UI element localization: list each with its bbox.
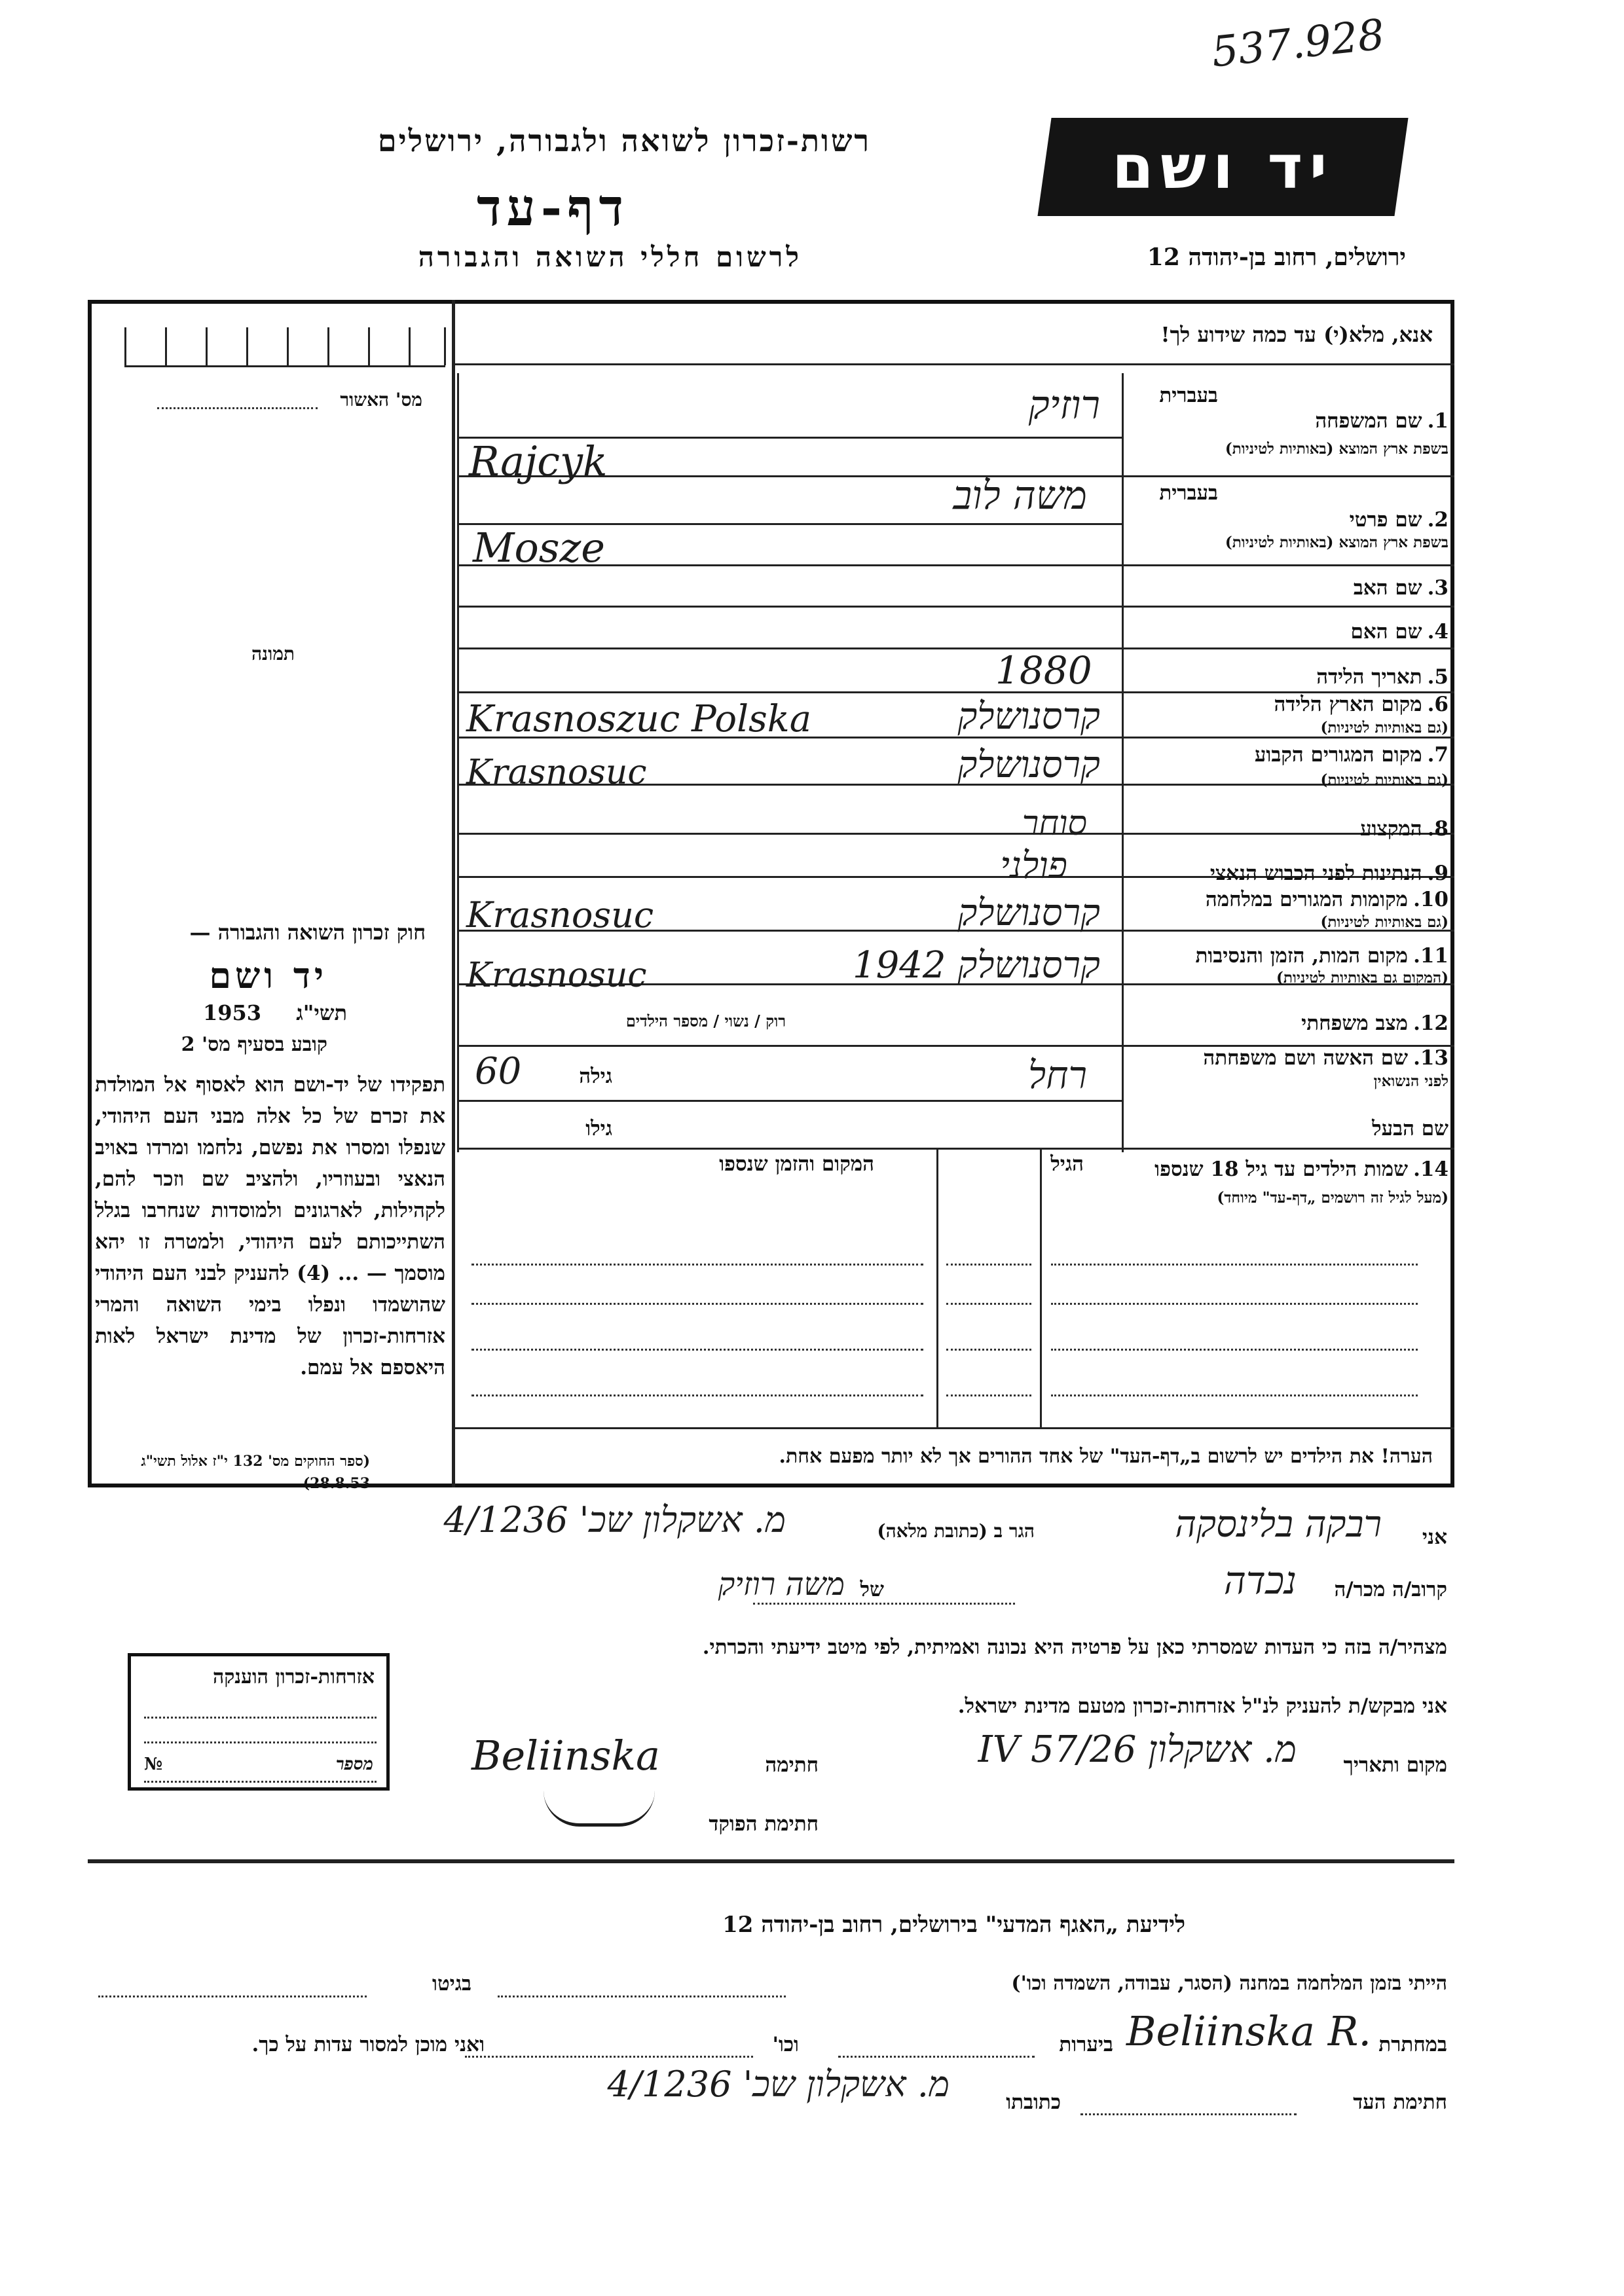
wife-name-value: רחל bbox=[1028, 1053, 1087, 1097]
form-title: דף-עד bbox=[477, 178, 629, 238]
bottom-notice: לידיעת „האגף המדעי" בירושלים, רחוב בן-יהודה 12 bbox=[722, 1912, 1185, 1938]
birth-date-label bbox=[1316, 665, 1449, 689]
authority-title: רשות-זכרון לשואה ולגבורה, ירושלים bbox=[377, 123, 871, 158]
etc-label: וכו' bbox=[772, 2033, 799, 2056]
archive-number: 537.928 bbox=[1209, 10, 1387, 77]
citizenship-box-number-label: מספר bbox=[335, 1755, 373, 1774]
official-signature-mark bbox=[544, 1791, 655, 1827]
law-year: 1953 bbox=[203, 1000, 262, 1025]
first-name-label bbox=[1350, 508, 1449, 532]
witness-signature: Beliinska bbox=[471, 1732, 661, 1779]
declaration-statement: מצהיר/ה בזה כי העדות שמסרתי כאן על פרטיה היא נכונה ואמיתית, לפי מיטב ידיעתי והכרתי. bbox=[702, 1635, 1447, 1659]
field-number-13: 13. bbox=[1413, 1046, 1449, 1070]
residence-hebrew-value: קרסנושלק bbox=[957, 744, 1100, 786]
husband-name-label: שם הבעל bbox=[1372, 1117, 1449, 1140]
children-col-1 bbox=[1040, 1148, 1042, 1427]
family-name-label bbox=[1315, 409, 1449, 433]
camp-line-label: הייתי בזמן המלחמה במחנה (הסגר, עבודה, השמדה וכו') bbox=[1011, 1972, 1447, 1995]
place-date-value: מ. אשקלון 26/IV 57 bbox=[978, 1728, 1297, 1771]
testimony-ready-label: ואני מוכן למסור עדות על כך. bbox=[251, 2033, 485, 2056]
declaration-request: אני מבקש/ת להעניק לנ"ל אזרחות-זכרון מטעם מדינת ישראל. bbox=[957, 1694, 1447, 1718]
marital-options: רוק / נשוי / מספר הילדים bbox=[625, 1011, 786, 1030]
wife-age-value: 60 bbox=[475, 1050, 522, 1093]
approval-number-label: מס' האשור bbox=[340, 389, 422, 410]
death-place-text: מקום המות, הזמן והנסיבות bbox=[1195, 944, 1409, 968]
marital-status-text: מצב משפחתי bbox=[1301, 1011, 1409, 1035]
birth-date-text: תאריך הלידה bbox=[1316, 665, 1422, 689]
field-number-12: 12. bbox=[1413, 1011, 1449, 1035]
witness-name-value: רבקה בלינסקה bbox=[1175, 1503, 1382, 1546]
children-col-2 bbox=[936, 1148, 938, 1427]
law-title: חוק זכרון השואה והגבורה — bbox=[189, 920, 426, 945]
address: ירושלים, רחוב בן-יהודה 12 bbox=[1147, 244, 1406, 271]
first-name-sublabel: בשפת ארץ המוצא (באותיות לטיניות) bbox=[1225, 534, 1449, 551]
field-number-6: 6. bbox=[1427, 693, 1449, 716]
children-text: שמות הילדים עד גיל 18 שנספו bbox=[1154, 1157, 1409, 1181]
occupation-value: סוחר bbox=[1022, 804, 1087, 843]
field-number-10: 10. bbox=[1413, 888, 1449, 911]
law-year-hebrew: תשי"ג bbox=[296, 1000, 347, 1025]
wife-name-sublabel: לפני הנשואין bbox=[1373, 1072, 1449, 1090]
wartime-residence-latin-value: Krasnosuc bbox=[466, 894, 654, 936]
fields-label-divider bbox=[1122, 373, 1124, 1152]
residence-text: מקום המגורים הקבוע bbox=[1254, 743, 1422, 767]
first-name-hebrew-value: משה לוב bbox=[953, 473, 1087, 519]
law-body: תפקידו של יד-ושם הוא לאסוף אל המולדת את זכרם של כל אלה מבני העם היהודי, שנפלו ומסרו את נפשם, נלחמו ומרדו באויב הנאצי ובעוזריו, ולהציב שם וזכר להם, לקהילות, לארגונים ולמוסדות שנחרבו בגלל השתייכותם לעם היהודי, ולמטרה זו יהא מוסמך — ... (4) להעניק לבני העם היהודי שהושמדו ונפלו בימי השואה והמרי אזרחות-זכרון של מדינת ישראל לאות היאספם אל עמם. bbox=[95, 1073, 445, 1379]
official-signature-label: חתימת הפוקד bbox=[709, 1812, 819, 1836]
residence-latin-value: Krasnosuc bbox=[466, 753, 647, 792]
marital-status-label bbox=[1301, 1011, 1449, 1035]
birth-place-sublabel: (גם באותיות לטיניות) bbox=[1320, 719, 1449, 737]
witness-address-label: כתובתו bbox=[1006, 2090, 1061, 2114]
father-name-text: שם האב bbox=[1353, 576, 1422, 600]
children-sublabel: (מעל לגיל זה רושמים „דף-עד" מיוחד) bbox=[1217, 1189, 1449, 1207]
children-label bbox=[1154, 1157, 1449, 1181]
form-subtitle: לרשום חללי השואה והגבורה bbox=[418, 241, 802, 273]
place-date-label: מקום ותאריך bbox=[1343, 1753, 1447, 1777]
wartime-residence-hebrew-value: קרסנושלק bbox=[957, 892, 1100, 934]
wartime-residence-label bbox=[1206, 888, 1449, 911]
citizenship-box-title: אזרחות-זכרון הוענקה bbox=[212, 1666, 375, 1688]
bottom-separator bbox=[88, 1859, 1454, 1863]
field-number-1: 1. bbox=[1427, 409, 1449, 433]
first-name-text: שם פרטי bbox=[1349, 508, 1422, 532]
law-gazette: (ספר החוקים מס' 132 י"ז אלול תשי"ג 28.8.53) bbox=[141, 1453, 370, 1492]
death-place-sublabel: (המקום גם באותיות לטיניות) bbox=[1276, 969, 1449, 987]
citizenship-text: הנתינות לפני הכבוש הנאצי bbox=[1209, 862, 1422, 885]
wartime-residence-sublabel: (גם באותיות לטיניות) bbox=[1320, 913, 1449, 931]
note-top-rule bbox=[452, 1427, 1454, 1429]
field-number-2: 2. bbox=[1427, 508, 1449, 532]
residence-label bbox=[1255, 743, 1449, 767]
birth-place-hebrew-value: קרסנושלק bbox=[957, 695, 1100, 738]
death-place-latin-value: Krasnosuc bbox=[466, 956, 647, 995]
wife-name-label bbox=[1203, 1046, 1449, 1070]
resides-label: הגר ב (כתובת מלאה) bbox=[877, 1520, 1035, 1542]
relation-label: קרוב/ה מכר/ה bbox=[1334, 1578, 1447, 1601]
citizenship-box bbox=[128, 1653, 390, 1791]
death-place-hebrew-value: קרסנושלק 1942 bbox=[853, 944, 1100, 987]
family-name-hebrew-value: רוזיק bbox=[1028, 382, 1100, 428]
witness-signature-label: חתימת העד bbox=[1353, 2090, 1447, 2114]
death-place-label bbox=[1195, 944, 1449, 968]
family-name-text: שם המשפחה bbox=[1315, 409, 1422, 433]
birth-place-latin-value: Krasnoszuc Polska bbox=[466, 698, 812, 740]
wife-name-text: שם האשה ושם משפחתה bbox=[1203, 1046, 1409, 1070]
bottom-address-value: מ. אשקלון שכ' 4/1236 bbox=[607, 2064, 950, 2105]
field-number-4: 4. bbox=[1427, 620, 1449, 644]
underground-label: במחתרת bbox=[1378, 2033, 1447, 2056]
forests-label: ביערות bbox=[1059, 2033, 1113, 2056]
field-number-14: 14. bbox=[1413, 1157, 1449, 1181]
left-column-divider bbox=[452, 300, 455, 1487]
citizenship-value: פולני bbox=[1000, 845, 1067, 887]
children-place-header: המקום והזמן שנספו bbox=[719, 1152, 874, 1176]
mother-name-label bbox=[1350, 620, 1449, 644]
field-number-11: 11. bbox=[1413, 944, 1449, 968]
approval-number-line bbox=[157, 407, 318, 409]
wartime-residence-text: מקומות המגורים במלחמה bbox=[1205, 888, 1409, 911]
field-number-3: 3. bbox=[1427, 576, 1449, 600]
photo-label: תמונה bbox=[251, 643, 295, 665]
field-number-5: 5. bbox=[1427, 665, 1449, 689]
fields-value-divider bbox=[457, 373, 459, 1152]
birth-place-text: מקום הארץ הלידה bbox=[1274, 693, 1422, 716]
law-name: יד ושם bbox=[209, 955, 327, 996]
witness-address-value: מ. אשקלון שכ' 4/1236 bbox=[443, 1499, 786, 1540]
mother-name-text: שם האם bbox=[1350, 620, 1422, 644]
field-number-7: 7. bbox=[1427, 743, 1449, 767]
husband-age-label: גילו bbox=[585, 1117, 612, 1140]
signature-label: חתימה bbox=[765, 1753, 819, 1777]
of-value: משה רוזיק bbox=[718, 1566, 845, 1603]
bottom-signature: Beliinska R. bbox=[1126, 2007, 1372, 2055]
instruction: אנא, מלא(י) עד כמה שידוע לך! bbox=[1160, 322, 1433, 347]
family-name-sublabel: בשפת ארץ המוצא (באותיות לטיניות) bbox=[1225, 440, 1449, 458]
note-text: הערה! את הילדים יש לרשום ב„דף-העד" של אחד ההורים אך לא יותר מפעם אחת. bbox=[779, 1445, 1433, 1468]
residence-sublabel: (גם באותיות לטיניות) bbox=[1320, 771, 1449, 789]
field-number-8: 8. bbox=[1427, 817, 1449, 841]
field-number-9: 9. bbox=[1427, 862, 1449, 885]
birth-date-value: 1880 bbox=[995, 648, 1092, 693]
wife-age-label: גילה bbox=[579, 1065, 612, 1088]
relation-value: נכדה bbox=[1223, 1558, 1297, 1603]
yad-vashem-logo bbox=[1037, 118, 1408, 216]
citizenship-label bbox=[1210, 862, 1449, 885]
declaration-i-label: אני bbox=[1422, 1525, 1447, 1549]
instruction-rule bbox=[452, 363, 1454, 365]
of-label: של bbox=[860, 1578, 884, 1601]
first-name-latin-value: Mosze bbox=[473, 524, 605, 572]
approval-ticks bbox=[124, 327, 445, 367]
logo-text: יד ושם bbox=[1112, 132, 1334, 202]
family-name-latin-value: Rajcyk bbox=[469, 437, 608, 485]
occupation-text: המקצוע bbox=[1360, 817, 1422, 841]
in-hebrew-label-2: בעברית bbox=[1159, 481, 1218, 505]
children-age-header: הגיל bbox=[1050, 1152, 1084, 1176]
occupation-label bbox=[1360, 817, 1449, 841]
father-name-label bbox=[1354, 576, 1449, 600]
birth-place-label bbox=[1274, 693, 1449, 716]
citizenship-box-number-mark: № bbox=[144, 1755, 163, 1774]
in-hebrew-label-1: בעברית bbox=[1159, 384, 1218, 407]
law-section: קובע בסעיף מס' 2 bbox=[181, 1033, 327, 1056]
ghetto-label: בגיטו bbox=[432, 1972, 471, 1995]
